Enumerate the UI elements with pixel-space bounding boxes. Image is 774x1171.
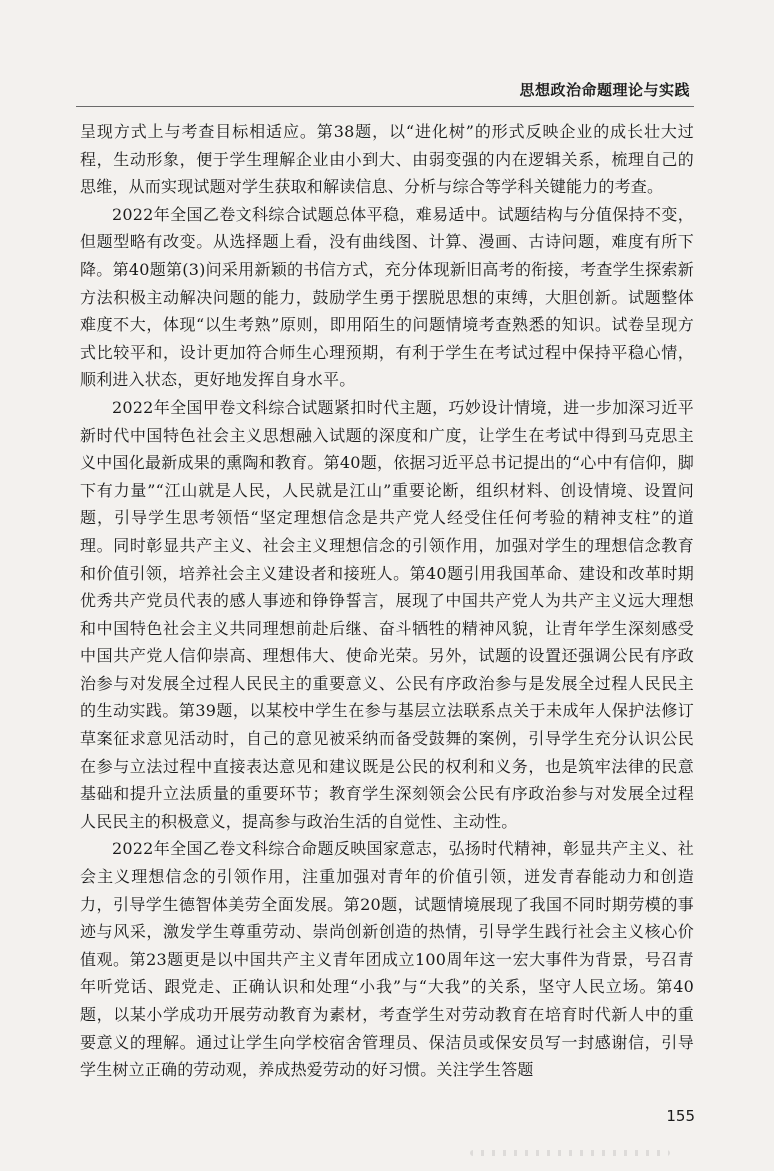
paragraph-4: 2022年全国乙卷文科综合命题反映国家意志，弘扬时代精神，彰显共产主义、社会主义理想信念的引领作用，注重加强对青年的价值引领，迸发青春能动力和创造力，引导学生德智体美劳全面发展。第20题，试题情境展现了我国不同时期劳模的事迹与风采，激发学生尊重劳动、崇尚创新创造的热情，引导学生践行社会主义核心价值观。第23题更是以中国共产主义青年团成立100周年这一宏大事件为背景，号召青年听党话、跟党走、正确认识和处理“小我”与“大我”的关系，坚守人民立场。第40题，以某小学成功开展劳动教育为素材，考查学生对劳动教育在培育时代新人中的重要意义的理解。通过让学生向学校宿舍管理员、保洁员或保安员写一封感谢信，引导学生树立正确的劳动观，养成热爱劳动的好习惯。关注学生答题 xyxy=(80,839,694,1080)
body-text xyxy=(80,118,694,1084)
running-head-title: 思想政治命题理论与实践 xyxy=(519,81,690,99)
scan-artifact xyxy=(470,1150,670,1156)
paragraph-3: 2022年全国甲卷文科综合试题紧扣时代主题，巧妙设计情境，进一步加深习近平新时代中国特色社会主义思想融入试题的深度和广度，让学生在考试中得到马克思主义中国化最新成果的熏陶和教育。第40题，依据习近平总书记提出的“心中有信仰，脚下有力量”“江山就是人民，人民就是江山”重要论断，组织材料、创设情境、设置问题，引导学生思考领悟“坚定理想信念是共产党人经受住任何考验的精神支柱”的道理。同时彰显共产主义、社会主义理想信念的引领作用，加强对学生的理想信念教育和价值引领，培养社会主义建设者和接班人。第40题引用我国革命、建设和改革时期优秀共产党员代表的感人事迹和铮铮誓言，展现了中国共产党人为共产主义远大理想和中国特色社会主义共同理想前赴后继、奋斗牺牲的精神风貌，让青年学生深刻感受中国共产党人信仰崇高、理想伟大、使命光荣。另外，试题的设置还强调公民有序政治参与对发展全过程人民民主的重要意义、公民有序政治参与是发展全过程人民民主的生动实践。第39题，以某校中学生在参与基层立法联系点关于未成年人保护法修订草案征求意见活动时，自己的意见被采纳而备受鼓舞的案例，引导学生充分认识公民在参与立法过程中直接表达意见和建议既是公民的权利和义务，也是筑牢法律的民意基础和提升立法质量的重要环节；教育学生深刻领会公民有序政治参与对发展全过程人民民主的积极意义，提高参与政治生活的自觉性、主动性。 xyxy=(80,397,694,831)
header-divider xyxy=(76,106,694,107)
paragraph-1: 呈现方式上与考查目标相适应。第38题，以“进化树”的形式反映企业的成长壮大过程，生动形象，便于学生理解企业由小到大、由弱变强的内在逻辑关系，梳理自己的思维，从而实现试题对学生获取和解读信息、分析与综合等学科关键能力的考查。 xyxy=(80,122,694,197)
page-number: 155 xyxy=(666,1107,695,1125)
paragraph-2: 2022年全国乙卷文科综合试题总体平稳，难易适中。试题结构与分值保持不变，但题型略有改变。从选择题上看，没有曲线图、计算、漫画、古诗问题，难度有所下降。第40题第(3)问采用新颖的书信方式，充分体现新旧高考的衔接，考查学生探索新方法积极主动解决问题的能力，鼓励学生勇于摆脱思想的束缚，大胆创新。试题整体难度不大，体现“以生考熟”原则，即用陌生的问题情境考查熟悉的知识。试卷呈现方式比较平和，设计更加符合师生心理预期，有利于学生在考试过程中保持平稳心情，顺利进入状态，更好地发挥自身水平。 xyxy=(80,204,694,390)
